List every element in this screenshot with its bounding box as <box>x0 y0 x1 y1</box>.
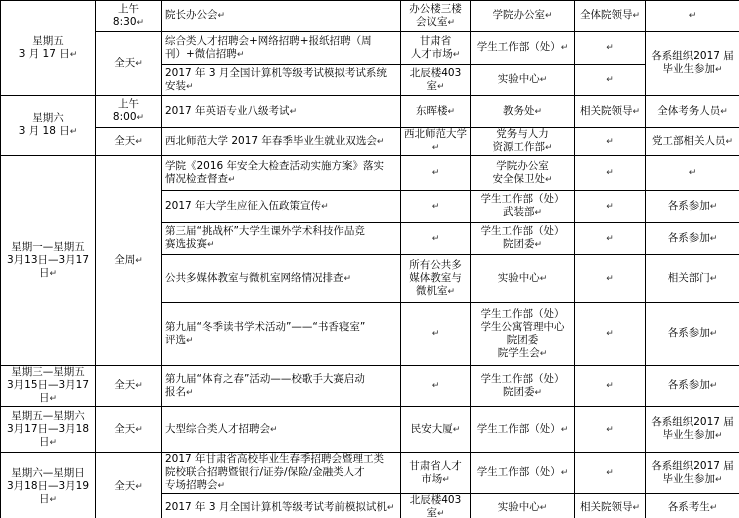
venue-cell <box>401 303 471 366</box>
paragraph-mark-icon: ↵ <box>431 381 440 391</box>
paragraph-mark-icon: ↵ <box>534 387 543 398</box>
cell-text-line: 实验中心 <box>497 500 540 513</box>
time-cell <box>96 1 162 32</box>
organizer-cell <box>471 1 575 32</box>
schedule-row <box>1 453 739 494</box>
paragraph-mark-icon: ↵ <box>544 174 553 185</box>
venue-cell <box>401 453 471 494</box>
venue-cell <box>401 128 471 156</box>
cell-text-line: 北辰楼403 室 <box>409 66 462 92</box>
leader-cell <box>575 255 646 303</box>
paragraph-mark-icon: ↵ <box>236 49 245 60</box>
paragraph-mark-icon: ↵ <box>606 43 614 53</box>
event-cell <box>162 156 401 191</box>
cell-text-line: 星期五—星期六 <box>11 409 85 422</box>
paragraph-mark-icon: ↵ <box>560 43 569 53</box>
date-cell <box>1 156 96 366</box>
time-cell <box>96 407 162 453</box>
organizer-cell <box>471 494 575 518</box>
cell-text-line: 学生工作部（处） <box>476 466 561 478</box>
paragraph-mark-icon: ↵ <box>688 11 697 21</box>
attendee-cell <box>646 128 739 156</box>
paragraph-mark-icon: ↵ <box>217 11 226 21</box>
paragraph-mark-icon: ↵ <box>376 136 385 147</box>
cell-text-line: 市场 <box>421 472 443 485</box>
schedule-row <box>1 32 739 65</box>
cell-text-line: 3月13日—3月17日 <box>6 253 90 279</box>
attendee-cell <box>646 32 739 96</box>
cell-text-line: 教务处 <box>502 104 535 117</box>
venue-cell <box>401 96 471 128</box>
cell-text-line: 院团委 <box>502 385 535 398</box>
paragraph-mark-icon: ↵ <box>207 240 215 250</box>
paragraph-mark-icon: ↵ <box>447 106 456 117</box>
event-cell <box>162 191 401 223</box>
cell-text-line: 安装 <box>165 79 186 92</box>
cell-text-line: 第九届“体育之春”活动——校歌手大赛启动 <box>165 372 365 385</box>
event-cell <box>162 32 401 65</box>
cell-text-line: 第九届“冬季读书学术活动”——“书香寝室” <box>165 320 366 333</box>
paragraph-mark-icon: ↵ <box>186 81 194 92</box>
paragraph-mark-icon: ↵ <box>714 431 723 441</box>
paragraph-mark-icon: ↵ <box>217 481 226 491</box>
paragraph-mark-icon: ↵ <box>709 201 718 212</box>
paragraph-mark-icon: ↵ <box>136 17 145 28</box>
attendee-cell <box>646 223 739 255</box>
cell-text-line: 刊）+微信招聘 <box>165 47 237 60</box>
cell-text-line: 毕业生参加 <box>662 429 715 441</box>
venue-cell <box>401 1 471 32</box>
cell-text-line: 2017 年甘肃省高校毕业生春季招聘会暨理工类 <box>165 453 385 465</box>
cell-text-line: 毕业生参加 <box>662 63 715 75</box>
cell-text-line: 东晖楼 <box>415 104 448 117</box>
paragraph-mark-icon: ↵ <box>539 502 548 513</box>
schedule-row <box>1 128 739 156</box>
cell-text-line: 相关院领导 <box>579 500 633 513</box>
schedule-row <box>1 156 739 191</box>
paragraph-mark-icon: ↵ <box>606 233 614 244</box>
cell-text-line: 星期六—星期日 <box>11 467 85 479</box>
cell-text-line: 各系组织2017 届 <box>651 459 734 472</box>
cell-text-line: 院校联合招聘暨银行/证券/保险/金融类人才 <box>165 466 365 478</box>
cell-text-line: 学生工作部（处） <box>480 225 565 237</box>
venue-cell <box>401 407 471 453</box>
cell-text-line: 上午 <box>118 2 139 15</box>
cell-text-line: 各系组织2017 届 <box>651 416 734 428</box>
attendee-cell <box>646 1 739 32</box>
cell-text-line: 毕业生参加 <box>662 472 715 485</box>
cell-text-line: 西北师范大学 <box>404 128 467 140</box>
paragraph-mark-icon: ↵ <box>709 273 718 284</box>
venue-cell <box>401 156 471 191</box>
cell-text-line: 赛选拔赛 <box>165 238 207 250</box>
cell-text-line: 星期五 <box>32 34 64 47</box>
cell-text-line: 院团委 <box>506 333 539 346</box>
venue-cell <box>401 223 471 255</box>
leader-cell <box>575 191 646 223</box>
paragraph-mark-icon: ↵ <box>606 424 614 435</box>
paragraph-mark-icon: ↵ <box>539 75 548 85</box>
cell-text-line: 甘肃省人才 <box>409 459 462 472</box>
paragraph-mark-icon: ↵ <box>436 81 445 92</box>
cell-text-line: 党工部相关人员 <box>651 134 726 147</box>
paragraph-mark-icon: ↵ <box>386 502 395 513</box>
paragraph-mark-icon: ↵ <box>452 49 461 60</box>
organizer-cell <box>471 128 575 156</box>
paragraph-mark-icon: ↵ <box>135 136 143 147</box>
venue-cell <box>401 191 471 223</box>
paragraph-mark-icon: ↵ <box>136 113 145 123</box>
paragraph-mark-icon: ↵ <box>606 168 614 178</box>
paragraph-mark-icon: ↵ <box>431 143 440 153</box>
organizer-cell <box>471 223 575 255</box>
cell-text-line: 大型综合类人才招聘会 <box>165 422 270 435</box>
cell-text-line: 学生工作部（处） <box>480 307 565 320</box>
cell-text-line: 全体院领导 <box>579 9 633 21</box>
paragraph-mark-icon: ↵ <box>688 168 697 178</box>
paragraph-mark-icon: ↵ <box>343 273 352 284</box>
paragraph-mark-icon: ↵ <box>321 201 329 212</box>
paragraph-mark-icon: ↵ <box>606 136 614 147</box>
paragraph-mark-icon: ↵ <box>714 474 723 485</box>
cell-text-line: 实验中心 <box>497 73 540 85</box>
cell-text-line: 公共多媒体教室与微机室网络情况排查 <box>165 271 344 284</box>
cell-text-line: 各系参加 <box>667 327 710 339</box>
event-cell <box>162 96 401 128</box>
paragraph-mark-icon: ↵ <box>452 424 461 435</box>
leader-cell <box>575 128 646 156</box>
event-cell <box>162 65 401 96</box>
paragraph-mark-icon: ↵ <box>560 468 569 478</box>
paragraph-mark-icon: ↵ <box>544 11 553 21</box>
paragraph-mark-icon: ↵ <box>560 424 569 435</box>
paragraph-mark-icon: ↵ <box>544 143 553 153</box>
paragraph-mark-icon: ↵ <box>709 233 718 244</box>
cell-text-line: 评选 <box>165 333 186 346</box>
cell-text-line: 2017 年 3 月全国计算机等级考试考前模拟试机 <box>165 500 387 513</box>
cell-text-line: 人才市场 <box>410 47 453 60</box>
cell-text-line: 星期六 <box>32 112 64 124</box>
cell-text-line: 报名 <box>165 385 186 398</box>
attendee-cell <box>646 407 739 453</box>
organizer-cell <box>471 65 575 96</box>
paragraph-mark-icon: ↵ <box>539 348 548 359</box>
paragraph-mark-icon: ↵ <box>135 255 143 266</box>
paragraph-mark-icon: ↵ <box>49 495 58 505</box>
cell-text-line: 星期一—星期五 <box>11 240 85 253</box>
attendee-cell <box>646 191 739 223</box>
paragraph-mark-icon: ↵ <box>442 474 450 485</box>
date-cell <box>1 366 96 407</box>
paragraph-mark-icon: ↵ <box>534 240 543 250</box>
paragraph-mark-icon: ↵ <box>49 394 58 404</box>
attendee-cell <box>646 96 739 128</box>
paragraph-mark-icon: ↵ <box>431 201 440 212</box>
paragraph-mark-icon: ↵ <box>49 268 58 279</box>
time-cell <box>96 128 162 156</box>
organizer-cell <box>471 96 575 128</box>
organizer-cell <box>471 156 575 191</box>
cell-text-line: 2017 年大学生应征入伍政策宣传 <box>165 199 322 212</box>
paragraph-mark-icon: ↵ <box>709 502 718 513</box>
date-cell <box>1 407 96 453</box>
cell-text-line: 北辰楼403 室 <box>409 494 462 518</box>
cell-text-line: 全天 <box>114 56 136 69</box>
paragraph-mark-icon: ↵ <box>270 424 278 435</box>
cell-text-line: 全周 <box>114 253 136 266</box>
cell-text-line: 办公楼三楼 <box>409 2 462 15</box>
paragraph-mark-icon: ↵ <box>725 136 734 147</box>
paragraph-mark-icon: ↵ <box>431 329 440 339</box>
paragraph-mark-icon: ↵ <box>606 329 614 339</box>
cell-text-line: 资源工作部 <box>492 141 545 153</box>
cell-text-line: 全天 <box>114 134 136 147</box>
leader-cell <box>575 303 646 366</box>
paragraph-mark-icon: ↵ <box>720 106 728 117</box>
cell-text-line: 院长办公会 <box>165 9 218 21</box>
cell-text-line: 情况检查督查 <box>165 172 228 185</box>
paragraph-mark-icon: ↵ <box>431 168 440 178</box>
paragraph-mark-icon: ↵ <box>539 273 548 284</box>
attendee-cell <box>646 255 739 303</box>
cell-text-line: 专场招聘会 <box>165 479 218 491</box>
cell-text-line: 全天 <box>114 379 136 391</box>
venue-cell <box>401 255 471 303</box>
cell-text-line: 全天 <box>114 480 136 492</box>
attendee-cell <box>646 366 739 407</box>
cell-text-line: 全体考务人员 <box>657 104 721 117</box>
attendee-cell <box>646 453 739 494</box>
organizer-cell <box>471 453 575 494</box>
organizer-cell <box>471 255 575 303</box>
event-cell <box>162 1 401 32</box>
cell-text-line: 各系考生 <box>667 500 710 513</box>
cell-text-line: 相关院领导 <box>579 104 633 117</box>
paragraph-mark-icon: ↵ <box>534 208 543 218</box>
paragraph-mark-icon: ↵ <box>709 329 718 339</box>
paragraph-mark-icon: ↵ <box>289 106 298 117</box>
schedule-row <box>1 1 739 32</box>
cell-text-line: 星期三—星期五 <box>11 366 85 378</box>
venue-cell <box>401 366 471 407</box>
attendee-cell <box>646 303 739 366</box>
cell-text-line: 上午 <box>118 98 139 110</box>
schedule-row <box>1 96 739 128</box>
time-cell <box>96 453 162 518</box>
cell-text-line: 全天 <box>114 422 136 435</box>
paragraph-mark-icon: ↵ <box>186 387 194 398</box>
paragraph-mark-icon: ↵ <box>436 509 445 518</box>
leader-cell <box>575 223 646 255</box>
paragraph-mark-icon: ↵ <box>69 49 78 60</box>
paragraph-mark-icon: ↵ <box>632 106 641 117</box>
paragraph-mark-icon: ↵ <box>534 106 543 117</box>
cell-text-line: 2017 年 3 月全国计算机等级考试模拟考试系统 <box>165 66 387 79</box>
venue-cell <box>401 32 471 65</box>
leader-cell <box>575 407 646 453</box>
cell-text-line: 民安大厦 <box>410 422 453 435</box>
cell-text-line: 所有公共多 <box>409 258 462 271</box>
venue-cell <box>401 65 471 96</box>
cell-text-line: 武装部 <box>502 206 535 218</box>
cell-text-line: 院学生会 <box>497 346 540 359</box>
cell-text-line: 综合类人才招聘会+网络招聘+报纸招聘（周 <box>165 34 372 47</box>
paragraph-mark-icon: ↵ <box>632 502 641 513</box>
event-cell <box>162 494 401 518</box>
paragraph-mark-icon: ↵ <box>135 58 143 69</box>
schedule-row <box>1 366 739 407</box>
event-cell <box>162 128 401 156</box>
organizer-cell <box>471 366 575 407</box>
time-cell <box>96 32 162 96</box>
leader-cell <box>575 366 646 407</box>
time-cell <box>96 366 162 407</box>
paragraph-mark-icon: ↵ <box>49 437 58 448</box>
organizer-cell <box>471 191 575 223</box>
paragraph-mark-icon: ↵ <box>606 381 614 391</box>
date-cell <box>1 96 96 156</box>
cell-text-line: 3月18日—3月19日 <box>6 480 90 505</box>
organizer-cell <box>471 303 575 366</box>
organizer-cell <box>471 32 575 65</box>
cell-text-line: 学生工作部（处） <box>480 193 565 205</box>
leader-cell <box>575 32 646 65</box>
date-cell <box>1 453 96 518</box>
event-cell <box>162 453 401 494</box>
event-cell <box>162 366 401 407</box>
paragraph-mark-icon: ↵ <box>186 335 194 346</box>
time-cell <box>96 156 162 366</box>
paragraph-mark-icon: ↵ <box>447 17 456 28</box>
event-cell <box>162 407 401 453</box>
cell-text-line: 会议室 <box>415 15 448 28</box>
cell-text-line: 3 月 17 日 <box>18 47 70 60</box>
cell-text-line: 学生工作部（处） <box>476 422 561 435</box>
paragraph-mark-icon: ↵ <box>606 75 614 85</box>
date-cell <box>1 1 96 96</box>
cell-text-line: 党务与人力 <box>496 128 549 140</box>
cell-text-line: 2017 年英语专业八级考试 <box>165 104 290 117</box>
paragraph-mark-icon: ↵ <box>135 424 143 435</box>
leader-cell <box>575 65 646 96</box>
paragraph-mark-icon: ↵ <box>228 174 236 185</box>
cell-text-line: 相关部门 <box>667 271 710 284</box>
leader-cell <box>575 1 646 32</box>
cell-text-line: 各系参加 <box>667 231 710 244</box>
cell-text-line: 学生工作部（处） <box>476 41 561 53</box>
cell-text-line: 各系参加 <box>667 199 710 212</box>
event-cell <box>162 255 401 303</box>
paragraph-mark-icon: ↵ <box>606 201 614 212</box>
paragraph-mark-icon: ↵ <box>135 482 143 492</box>
leader-cell <box>575 96 646 128</box>
cell-text-line: 3月17日—3月18日 <box>6 422 90 448</box>
paragraph-mark-icon: ↵ <box>632 11 641 21</box>
cell-text-line: 学生公寓管理中心 <box>480 320 565 333</box>
cell-text-line: 学院《2016 年安全大检查活动实施方案》落实 <box>165 159 385 172</box>
cell-text-line: 媒体教室与 <box>409 271 462 284</box>
schedule-row <box>1 407 739 453</box>
cell-text-line: 各系参加 <box>667 379 710 391</box>
cell-text-line: 学院办公室 <box>496 159 549 172</box>
cell-text-line: 安全保卫处 <box>492 172 545 185</box>
paragraph-mark-icon: ↵ <box>714 65 723 75</box>
cell-text-line: 3月15日—3月17日 <box>6 379 90 404</box>
paragraph-mark-icon: ↵ <box>606 468 614 478</box>
attendee-cell <box>646 156 739 191</box>
paragraph-mark-icon: ↵ <box>69 127 78 137</box>
cell-text-line: 8:00 <box>112 111 137 123</box>
attendee-cell <box>646 494 739 518</box>
time-cell <box>96 96 162 128</box>
paragraph-mark-icon: ↵ <box>431 233 440 244</box>
cell-text-line: 各系组织2017 届 <box>651 50 734 62</box>
cell-text-line: 第三届“挑战杯”大学生课外学术科技作品竞 <box>165 225 365 237</box>
paragraph-mark-icon: ↵ <box>606 273 614 284</box>
leader-cell <box>575 494 646 518</box>
cell-text-line: 院团委 <box>502 238 535 250</box>
paragraph-mark-icon: ↵ <box>447 286 456 297</box>
event-cell <box>162 223 401 255</box>
event-cell <box>162 303 401 366</box>
cell-text-line: 实验中心 <box>497 271 540 284</box>
cell-text-line: 微机室 <box>415 284 448 297</box>
cell-text-line: 甘肃省 <box>419 34 452 47</box>
leader-cell <box>575 453 646 494</box>
cell-text-line: 西北师范大学 2017 年春季毕业生就业双选会 <box>165 134 377 147</box>
paragraph-mark-icon: ↵ <box>709 381 718 391</box>
cell-text-line: 3 月 18 日 <box>18 125 70 137</box>
cell-text-line: 学院办公室 <box>492 9 545 21</box>
organizer-cell <box>471 407 575 453</box>
cell-text-line: 学生工作部（处） <box>480 372 565 385</box>
cell-text-line: 8:30 <box>112 15 137 28</box>
paragraph-mark-icon: ↵ <box>135 381 143 391</box>
venue-cell <box>401 494 471 518</box>
leader-cell <box>575 156 646 191</box>
